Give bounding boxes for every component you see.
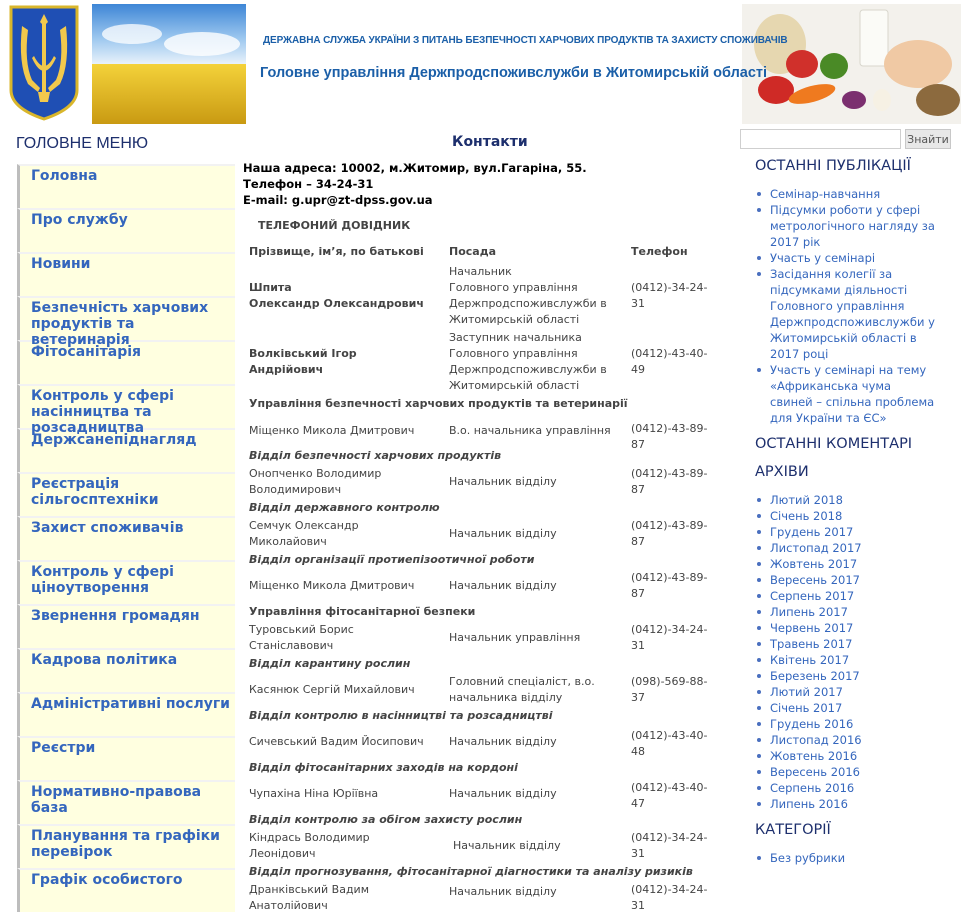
wheat-field-banner: [92, 4, 246, 124]
phone-line: Телефон – 34-24-31: [243, 177, 374, 191]
menu-item-schedule[interactable]: Графік особистого: [17, 868, 235, 912]
row-position: Начальник відділу: [449, 787, 557, 800]
search-button[interactable]: Знайти: [905, 129, 951, 149]
menu-item-seed-control[interactable]: Контроль у сфері насінництва та розсадництва: [17, 384, 235, 428]
recent-post-link[interactable]: Засідання колегії за підсумками діяльності Головного управління Держпродспоживслужби у Житомирській області в 2017 році: [755, 266, 955, 362]
header-name: Прізвище, ім’я, по батькові: [249, 245, 424, 258]
menu-item-home[interactable]: Головна: [17, 164, 235, 208]
recent-comments-title: ОСТАННІ КОМЕНТАРІ: [755, 436, 913, 452]
address-line: Наша адреса: 10002, м.Житомир, вул.Гагаріна, 55.: [243, 161, 587, 175]
row-position: Головний спеціаліст, в.о. начальника відділу: [449, 675, 595, 704]
section-heading: Відділ безпечності харчових продуктів: [249, 449, 502, 462]
main-menu: [17, 164, 235, 912]
recent-post-link[interactable]: Участь у семінарі на тему «Африканська чума свиней – спільна проблема для України та ЄС»: [755, 362, 955, 426]
row-phone: (0412)-43-89- 87: [631, 467, 708, 496]
archive-link[interactable]: Січень 2017: [755, 700, 955, 716]
email-line: E-mail: g.upr@zt-dpss.gov.ua: [243, 193, 433, 207]
agency-name: ДЕРЖАВНА СЛУЖБА УКРАЇНИ З ПИТАНЬ БЕЗПЕЧНОСТІ ХАРЧОВИХ ПРОДУКТІВ ТА ЗАХИСТУ СПОЖИВАЧІВ: [263, 35, 788, 46]
archive-link[interactable]: Листопад 2017: [755, 540, 955, 556]
row-position: Начальник Головного управління Держпродспоживслужби в Житомирській області: [449, 265, 607, 326]
archive-link[interactable]: Вересень 2016: [755, 764, 955, 780]
archive-link[interactable]: Серпень 2016: [755, 780, 955, 796]
archive-link[interactable]: Липень 2016: [755, 796, 955, 812]
categories-list: [755, 850, 955, 866]
section-heading: Відділ контролю в насінництві та розсадництві: [249, 709, 553, 722]
archive-link[interactable]: Березень 2017: [755, 668, 955, 684]
row-phone: (0412)-34-24- 31: [631, 623, 708, 652]
header-phone: Телефон: [631, 245, 688, 258]
section-heading: Відділ фітосанітарних заходів на кордоні: [249, 761, 518, 774]
row-phone: (0412)-43-40- 49: [631, 347, 708, 376]
row-phone: (0412)-43-40- 47: [631, 781, 708, 810]
row-position: Начальник відділу: [449, 885, 557, 898]
row-name: Онопченко Володимир Володимирович: [249, 467, 382, 496]
archive-link[interactable]: Лютий 2018: [755, 492, 955, 508]
contact-address-block: [243, 160, 587, 208]
section-heading: Управління фітосанітарної безпеки: [249, 605, 476, 618]
row-position: Начальник відділу: [449, 735, 557, 748]
archive-link[interactable]: Вересень 2017: [755, 572, 955, 588]
archives-title: АРХІВИ: [755, 464, 809, 480]
categories-title: КАТЕГОРІЇ: [755, 822, 831, 838]
row-position: Начальник відділу: [449, 475, 557, 488]
row-phone: (0412)-43-89- 87: [631, 519, 708, 548]
section-heading: Відділ контролю за обігом захисту рослин: [249, 813, 523, 826]
menu-item-planning[interactable]: Планування та графіки перевірок: [17, 824, 235, 868]
archive-link[interactable]: Серпень 2017: [755, 588, 955, 604]
row-name: Касянюк Сергій Михайлович: [249, 683, 415, 696]
archive-link[interactable]: Грудень 2016: [755, 716, 955, 732]
section-heading: Управління безпечності харчових продуктів та ветеринарії: [249, 397, 628, 410]
menu-item-admin-services[interactable]: Адміністративні послуги: [17, 692, 235, 736]
row-name: Туровський Борис Станіславович: [249, 623, 354, 652]
row-phone: (0412)-43-89- 87: [631, 422, 708, 451]
section-heading: Відділ організації протиепізоотичної роботи: [249, 553, 535, 566]
menu-item-legal-base[interactable]: Нормативно-правова база: [17, 780, 235, 824]
archive-link[interactable]: Лютий 2017: [755, 684, 955, 700]
row-phone: (098)-569-88- 37: [631, 675, 708, 704]
directory-title: ТЕЛЕФОНИЙ ДОВІДНИК: [258, 219, 411, 232]
section-heading: Відділ карантину рослин: [249, 657, 411, 670]
recent-post-link[interactable]: Семінар-навчання: [755, 186, 955, 202]
category-link[interactable]: Без рубрики: [755, 850, 955, 866]
row-phone: (0412)-43-89- 87: [631, 571, 708, 600]
menu-item-registers[interactable]: Реєстри: [17, 736, 235, 780]
row-phone: (0412)-34-24- 31: [631, 883, 708, 912]
menu-item-news[interactable]: Новини: [17, 252, 235, 296]
section-heading: Відділ прогнозування, фітосанітарної діагностики та аналізу ризиків: [249, 865, 693, 878]
section-heading: Відділ державного контролю: [249, 501, 440, 514]
menu-item-machinery[interactable]: Реєстрація сільгосптехніки: [17, 472, 235, 516]
row-phone: (0412)-34-24- 31: [631, 831, 708, 860]
recent-posts-list: [755, 186, 955, 426]
region-name: Головне управління Держпродспоживслужби в Житомирській області: [260, 65, 768, 81]
row-position: Начальник відділу: [449, 527, 557, 540]
row-name: Кіндрась Володимир Леонідович: [249, 831, 370, 860]
page-title: Контакти: [452, 134, 528, 150]
menu-item-phytosanitary[interactable]: Фітосанітарія: [17, 340, 235, 384]
row-name: Дранківський Вадим Анатолійович: [249, 883, 370, 912]
header-position: Посада: [449, 245, 497, 258]
recent-posts-title: ОСТАННІ ПУБЛІКАЦІЇ: [755, 158, 911, 174]
menu-item-food-safety[interactable]: Безпечність харчових продуктів та ветеринарія: [17, 296, 235, 340]
row-phone: (0412)-43-40- 48: [631, 729, 708, 758]
row-name: Сичевський Вадим Йосипович: [249, 735, 424, 748]
archive-link[interactable]: Квітень 2017: [755, 652, 955, 668]
row-position: Начальник відділу: [453, 839, 561, 852]
menu-item-about[interactable]: Про службу: [17, 208, 235, 252]
row-position: Начальник відділу: [449, 579, 557, 592]
row-name: Семчук Олександр Миколайович: [249, 519, 359, 548]
row-name: Шпита Олександр Олександрович: [249, 281, 424, 310]
row-position: Заступник начальника Головного управління Держпродспоживслужби в Житомирській області: [449, 331, 607, 392]
recent-post-link[interactable]: Підсумки роботи у сфері метрологічного нагляду за 2017 рік: [755, 202, 955, 250]
archive-link[interactable]: Червень 2017: [755, 620, 955, 636]
archive-link[interactable]: Грудень 2017: [755, 524, 955, 540]
archive-link[interactable]: Липень 2017: [755, 604, 955, 620]
row-position: Начальник управління: [449, 631, 581, 644]
archive-link[interactable]: Жовтень 2017: [755, 556, 955, 572]
menu-item-personnel[interactable]: Кадрова політика: [17, 648, 235, 692]
main-menu-title: ГОЛОВНЕ МЕНЮ: [16, 135, 149, 152]
search-input[interactable]: [740, 129, 901, 149]
menu-item-pricing[interactable]: Контроль у сфері ціноутворення: [17, 560, 235, 604]
row-phone: (0412)-34-24- 31: [631, 281, 708, 310]
archive-link[interactable]: Жовтень 2016: [755, 748, 955, 764]
row-name: Волківський Ігор Андрійович: [249, 347, 357, 376]
menu-item-consumer[interactable]: Захист споживачів: [17, 516, 235, 560]
row-position: В.о. начальника управління: [449, 424, 611, 437]
archive-link[interactable]: Травень 2017: [755, 636, 955, 652]
row-name: Міщенко Микола Дмитрович: [249, 424, 415, 437]
archives-list: [755, 492, 955, 812]
row-name: Міщенко Микола Дмитрович: [249, 579, 415, 592]
menu-item-sanitary[interactable]: Держсанепіднагляд: [17, 428, 235, 472]
recent-post-link[interactable]: Участь у семінарі: [755, 250, 955, 266]
row-name: Чупахіна Ніна Юріївна: [249, 787, 379, 800]
coat-of-arms-icon: [8, 4, 80, 122]
archive-link[interactable]: Листопад 2016: [755, 732, 955, 748]
menu-item-appeals[interactable]: Звернення громадян: [17, 604, 235, 648]
site-header: [0, 0, 961, 126]
food-products-banner: [742, 4, 961, 124]
archive-link[interactable]: Січень 2018: [755, 508, 955, 524]
